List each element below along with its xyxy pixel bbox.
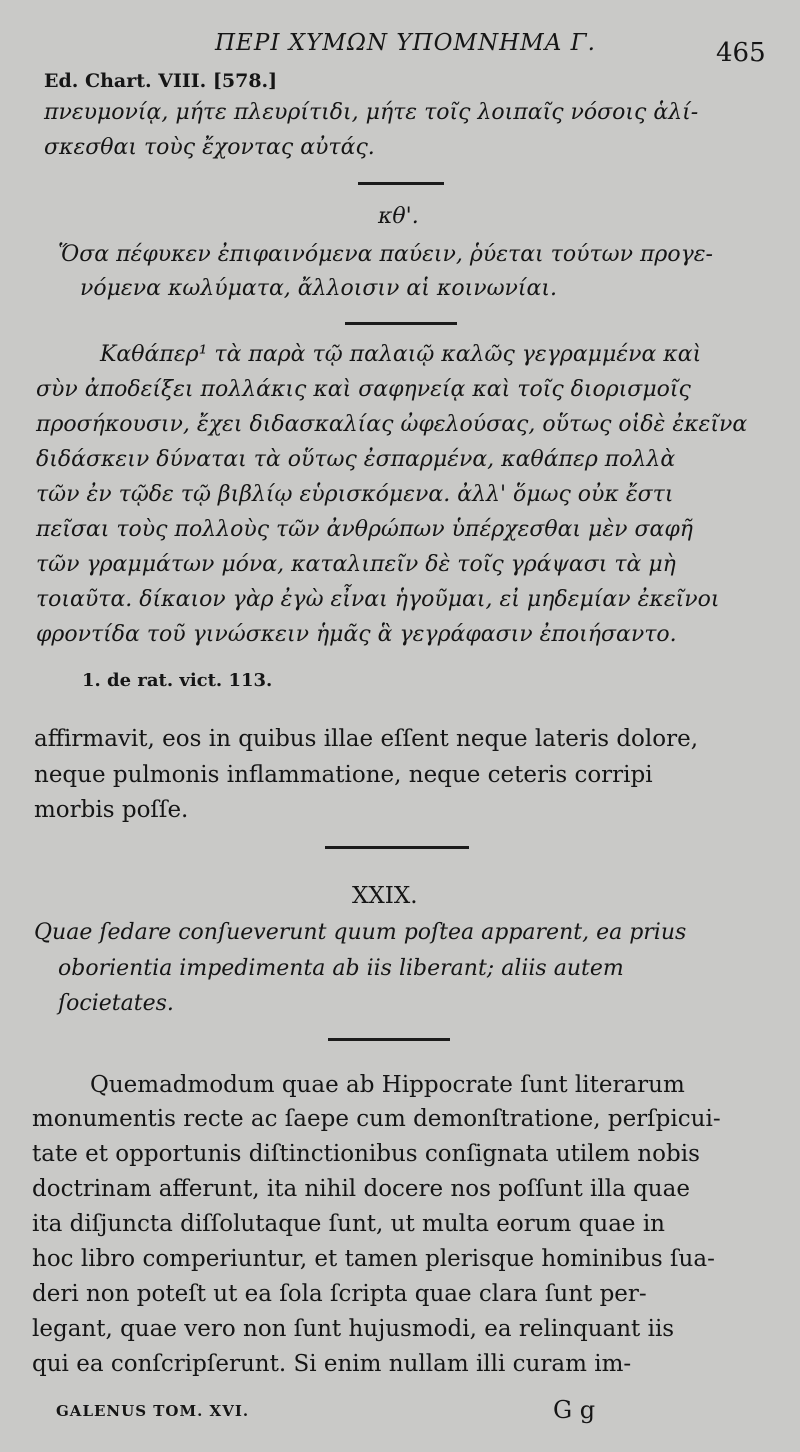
section-divider bbox=[328, 1038, 450, 1041]
greek-intro-line: πνευμονίᾳ, μήτε πλευρίτιδι, μήτε τοῖς λοιπαῖς νόσοις ἁλί- bbox=[44, 100, 699, 125]
edition-reference: Ed. Chart. VIII. [578.] bbox=[44, 70, 278, 92]
latin-intro-line: morbis poſſe. bbox=[34, 797, 189, 823]
greek-commentary-line: σὺν ἀποδείξει πολλάκις καὶ σαφηνείᾳ καὶ τοῖς διορισμοῖς bbox=[36, 377, 691, 402]
running-head: ΠΕΡΙ ΧΥΜΩΝ ΥΠΟΜΝΗΜΑ Γ. bbox=[215, 30, 596, 56]
greek-section-number: κθ'. bbox=[378, 204, 419, 229]
greek-commentary-line: πεῖσαι τοὺς πολλοὺς τῶν ἀνθρώπων ὑπέρχεσθαι μὲν σαφῆ bbox=[36, 517, 693, 542]
latin-commentary-line: deri non poteſt ut ea ſola ſcripta quae clara ſunt per- bbox=[32, 1281, 647, 1307]
latin-commentary-line: doctrinam afferunt, ita nihil docere nos poſſunt illa quae bbox=[32, 1176, 690, 1202]
greek-commentary-line: τοιαῦτα. δίκαιον γὰρ ἐγὼ εἶναι ἡγοῦμαι, εἰ μηδεμίαν ἐκεῖνοι bbox=[36, 587, 720, 612]
section-divider bbox=[358, 182, 444, 185]
latin-aphorism-line: ſocietates. bbox=[58, 991, 174, 1016]
latin-commentary-line: hoc libro comperiuntur, et tamen plerisque hominibus ſua- bbox=[32, 1246, 715, 1272]
latin-aphorism-line: Quae ſedare conſueverunt quum poſtea apparent, ea prius bbox=[34, 920, 687, 945]
greek-commentary-line: φροντίδα τοῦ γινώσκειν ἡμᾶς ἃ γεγράφασιν ἐποιήσαντο. bbox=[36, 622, 677, 647]
latin-aphorism-line: oborientia impedimenta ab iis liberant; aliis autem bbox=[58, 956, 624, 981]
latin-commentary-line: tate et opportunis diſtinctionibus conſignata utilem nobis bbox=[32, 1141, 700, 1167]
greek-commentary-line: διδάσκειν δύναται τὰ οὕτως ἐσπαρμένα, καθάπερ πολλὰ bbox=[36, 447, 676, 472]
latin-commentary-line: ita diſjuncta diſſolutaque ſunt, ut multa eorum quae in bbox=[32, 1211, 665, 1237]
gathering-mark: G g bbox=[553, 1396, 596, 1424]
latin-intro-line: neque pulmonis inflammatione, neque ceteris corripi bbox=[34, 762, 653, 788]
latin-commentary-line: monumentis recte ac ſaepe cum demonſtratione, perſpicui- bbox=[32, 1106, 721, 1132]
greek-aphorism-line: Ὅσα πέφυκεν ἐπιφαινόμενα παύειν, ῥύεται τούτων προγε- bbox=[58, 242, 713, 267]
latin-intro-line: affirmavit, eos in quibus illae eſſent neque lateris dolore, bbox=[34, 726, 699, 752]
greek-commentary-line: Καθάπερ¹ τὰ παρὰ τῷ παλαιῷ καλῶς γεγραμμένα καὶ bbox=[100, 342, 702, 367]
greek-commentary-line: προσήκουσιν, ἔχει διδασκαλίας ὠφελούσας, οὕτως οἱδὲ ἐκεῖνα bbox=[36, 412, 748, 437]
greek-aphorism-line: νόμενα κωλύματα, ἄλλοισιν αἱ κοινωνίαι. bbox=[80, 276, 557, 301]
section-divider bbox=[325, 846, 469, 849]
latin-commentary-line: Quemadmodum quae ab Hippocrate ſunt literarum bbox=[90, 1072, 685, 1098]
greek-commentary-line: τῶν γραμμάτων μόνα, καταλιπεῖν δὲ τοῖς γράψασι τὰ μὴ bbox=[36, 552, 676, 577]
signature-mark: GALENUS TOM. XVI. bbox=[56, 1402, 250, 1420]
latin-commentary-line: qui ea conſcripſerunt. Si enim nullam illi curam im- bbox=[32, 1351, 632, 1377]
latin-commentary-line: legant, quae vero non ſunt hujusmodi, ea relinquant iis bbox=[32, 1316, 675, 1342]
footnote: 1. de rat. vict. 113. bbox=[82, 670, 273, 691]
latin-section-number: XXIX. bbox=[352, 883, 418, 909]
section-divider bbox=[345, 322, 457, 325]
greek-commentary-line: τῶν ἐν τῷδε τῷ βιβλίῳ εὑρισκόμενα. ἀλλ' ὅμως οὐκ ἔστι bbox=[36, 482, 674, 507]
page-number: 465 bbox=[716, 38, 766, 68]
greek-intro-line: σκεσθαι τοὺς ἔχοντας αὐτάς. bbox=[44, 135, 375, 160]
